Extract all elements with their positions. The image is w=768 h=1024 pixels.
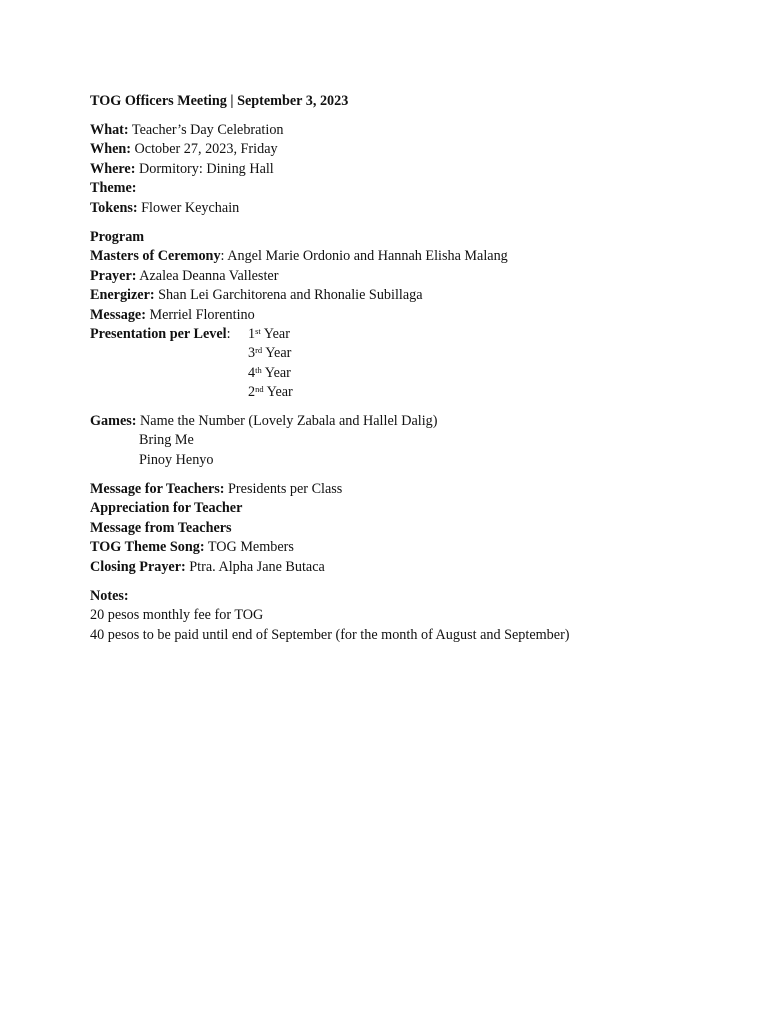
level-number: 4	[248, 364, 256, 381]
prayer-label: Prayer:	[90, 267, 137, 284]
what-value: Teacher’s Day Celebration	[128, 122, 284, 138]
level-number: 1	[248, 325, 256, 342]
message-for-teachers-label: Message for Teachers:	[90, 481, 225, 497]
what-label: What:	[90, 122, 129, 138]
level-item	[248, 364, 291, 383]
level-ordinal: nd	[255, 384, 264, 395]
mc-line	[90, 247, 508, 266]
notes-line-2: 40 pesos to be paid until end of September (for the month of August and September)	[90, 626, 570, 643]
notes-heading: Notes:	[90, 588, 129, 604]
energizer-value: Shan Lei Garchitorena and Rhonalie Subillaga	[154, 287, 423, 304]
where-value: Dormitory: Dining Hall	[135, 160, 274, 177]
level-ordinal: st	[255, 325, 261, 336]
where-line	[90, 160, 284, 179]
when-line	[90, 140, 284, 159]
level-item	[248, 325, 290, 344]
document-title: TOG Officers Meeting | September 3, 2023	[90, 93, 349, 109]
mc-value: : Angel Marie Ordonio and Hannah Elisha Malang	[220, 248, 508, 265]
presentation-label: Presentation per Level	[90, 325, 227, 342]
level-number: 3	[248, 345, 256, 362]
level-item	[248, 383, 293, 402]
event-details	[90, 121, 284, 218]
program-heading: Program	[90, 229, 145, 245]
presentation-colon: :	[226, 325, 231, 342]
tokens-label: Tokens:	[90, 199, 138, 216]
level-ordinal: th	[255, 364, 262, 375]
tokens-value: Flower Keychain	[137, 199, 240, 216]
closing-prayer-label: Closing Prayer:	[90, 558, 186, 575]
games-first: Name the Number (Lovely Zabala and Hallel Dalig)	[136, 413, 438, 429]
message-from-teachers-line: Message from Teachers	[90, 519, 232, 536]
games-section	[90, 412, 437, 470]
message-for-teachers-value: Presidents per Class	[224, 481, 343, 497]
notes-section	[90, 587, 570, 645]
appreciation-line: Appreciation for Teacher	[90, 500, 243, 517]
prayer-line	[90, 267, 508, 286]
what-line	[90, 121, 284, 140]
level-word: Year	[260, 325, 290, 342]
level-word: Year	[263, 384, 293, 401]
title-block	[90, 92, 348, 111]
level-ordinal: rd	[255, 345, 263, 356]
presentation-group	[90, 325, 508, 403]
mc-label: Masters of Ceremony	[90, 248, 221, 265]
message-for-teachers-line	[90, 480, 342, 499]
message-line	[90, 306, 508, 325]
theme-label: Theme:	[90, 180, 137, 197]
closing-section	[90, 480, 342, 577]
message-label: Message:	[90, 306, 146, 323]
presentation-line	[90, 325, 508, 344]
when-label: When:	[90, 141, 131, 158]
where-label: Where:	[90, 160, 136, 177]
notes-line-1: 20 pesos monthly fee for TOG	[90, 607, 264, 624]
level-word: Year	[261, 364, 291, 381]
energizer-line	[90, 286, 508, 305]
theme-song-value: TOG Members	[204, 539, 294, 556]
level-word: Year	[262, 345, 292, 362]
program-section	[90, 228, 508, 403]
message-value: Merriel Florentino	[145, 306, 255, 323]
games-label: Games:	[90, 413, 137, 429]
games-second: Bring Me	[139, 432, 194, 449]
games-line	[90, 412, 437, 431]
prayer-value: Azalea Deanna Vallester	[136, 267, 279, 284]
tokens-line	[90, 199, 284, 218]
level-number: 2	[248, 384, 256, 401]
theme-line	[90, 179, 284, 198]
when-value: October 27, 2023, Friday	[131, 141, 278, 158]
games-third: Pinoy Henyo	[139, 451, 214, 468]
energizer-label: Energizer:	[90, 287, 155, 304]
closing-prayer-value: Ptra. Alpha Jane Butaca	[185, 558, 325, 575]
level-item	[248, 344, 291, 363]
theme-song-line	[90, 538, 342, 557]
closing-prayer-line	[90, 558, 342, 577]
theme-song-label: TOG Theme Song:	[90, 539, 205, 556]
